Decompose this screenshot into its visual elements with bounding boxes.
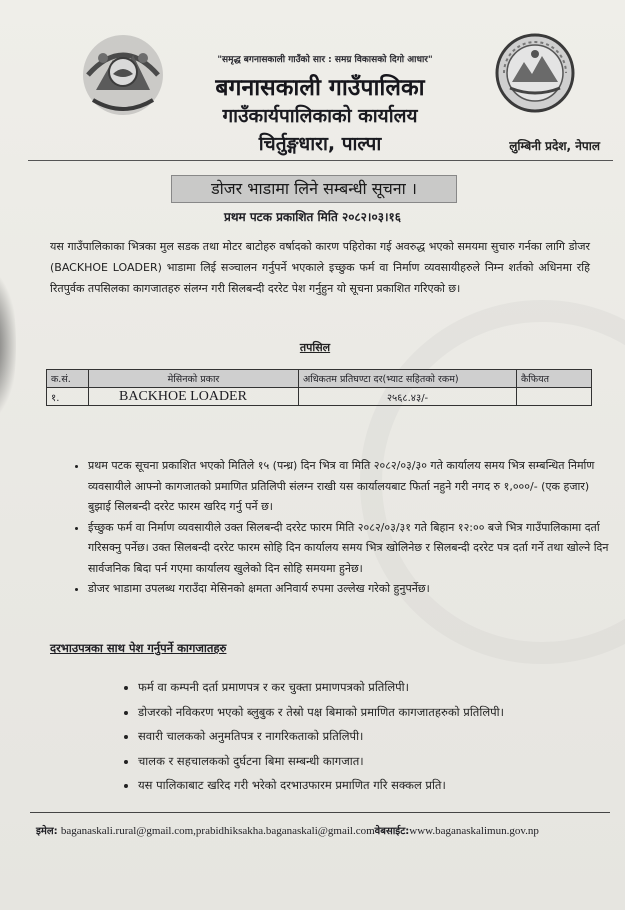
col-header-sn: क.सं. xyxy=(47,370,89,388)
list-item: • यस पालिकाबाट खरिद गरी भरेको दरभाउफारम प्रमाणित गरि सक्कल प्रति। xyxy=(138,773,608,798)
office-location: चिर्तुङ्गधारा, पाल्पा xyxy=(258,133,382,155)
list-item: • फर्म वा कम्पनी दर्ता प्रमाणपत्र र कर चुक्ता प्रमाणपत्रको प्रतिलिपी। xyxy=(138,675,608,700)
footer-contact xyxy=(36,823,596,837)
col-header-remarks: कैफियत xyxy=(517,370,592,388)
schedule-heading: तपसिल xyxy=(299,341,331,354)
website-link[interactable]: www.baganaskalimun.gov.np xyxy=(409,825,539,837)
conditions-list xyxy=(70,456,613,600)
list-item: • प्रथम पटक सूचना प्रकाशित भएको मितिले १५ (पन्ध्र) दिन भित्र वा मिति २०८२/०३/३० गते कार्यालय समय भित्र सम्बन्धित निर्माण व्यवसायीले आफ्नो कागजातको प्रमाणित प्रतिलिपी संलग्न राखी यस कार्यालयबाट फिर्ता नहुने गरी नगद रु १,०००/- (एक हजार) बुझाई सिलबन्दी दररेट फारम खरिद गर्नु पर्ने छ। xyxy=(88,456,613,518)
footer-rule xyxy=(30,812,610,813)
cell-machine: BACKHOE LOADER xyxy=(89,388,299,406)
col-header-machine: मेसिनको प्रकार xyxy=(89,370,299,388)
municipality-name: बगनासकाली गाउँपालिका xyxy=(215,75,425,101)
motto-text: "समृद्ध बगनासकाली गाउँको सार : समग्र विकासको दिगो आधार" xyxy=(217,55,433,65)
col-header-rate: अधिकतम प्रतिघण्टा दर(भ्याट सहितको रकम) xyxy=(299,370,517,388)
office-name: गाउँकार्यपालिकाको कार्यालय xyxy=(222,105,418,127)
scan-edge-shadow xyxy=(0,270,16,420)
website-label: वेबसाईट: xyxy=(374,826,410,837)
list-item: • सवारी चालकको अनुमतिपत्र र नागरिकताको प्रतिलिपी। xyxy=(138,724,608,749)
email-label: इमेल: xyxy=(36,826,58,837)
notice-body: यस गाउँपालिकाका भित्रका मुल सडक तथा मोटर बाटोहरु वर्षादको कारण पहिरोका गई अवरुद्ध भएको समयमा सुचारु गर्नका लागि डोजर (BACKHOE LOADER) भाडामा लिई सञ्चालन गर्नुपर्ने भएकाले इच्छुक फर्म वा निर्माण व्यवसायीहरुले निम्न शर्तको अधिनमा रहि रितपुर्वक तपसिलका कागजातहरु संलग्न गरी सिलबन्दी दररेट पेश गर्नुहुन यो सूचना प्रकाशित गरिएको छ। xyxy=(50,240,590,295)
province-name: लुम्बिनी प्रदेश, नेपाल xyxy=(509,139,600,153)
table-header-row xyxy=(47,370,592,388)
cell-remarks xyxy=(517,388,592,406)
cell-sn: १. xyxy=(47,388,89,406)
list-item: • डोजरको नविकरण भएको ब्लुबुक र तेस्रो पक्ष बिमाको प्रमाणित कागजातहरुको प्रतिलिपी। xyxy=(138,700,608,725)
list-item: • डोजर भाडामा उपलब्ध गराउँदा मेसिनको क्षमता अनिवार्य रुपमा उल्लेख गरेको हुनुपर्नेछ। xyxy=(88,579,613,600)
notice-title: डोजर भाडामा लिने सम्बन्धी सूचना । xyxy=(171,175,457,203)
cell-rate: २५६८.४३/- xyxy=(299,388,517,406)
municipality-seal-icon xyxy=(494,32,576,114)
publish-date: प्रथम पटक प्रकाशित मिति २०८२।०३।१६ xyxy=(224,210,401,224)
email-addresses[interactable]: baganaskali.rural@gmail.com,prabidhiksakha.baganaskali@gmail.com xyxy=(60,825,375,837)
rate-table xyxy=(46,369,592,406)
documents-heading: दरभाउपत्रका साथ पेश गर्नुपर्ने कागजातहरु xyxy=(50,641,227,655)
documents-list xyxy=(120,675,608,798)
header-rule xyxy=(28,160,613,161)
list-item: • ईच्छुक फर्म वा निर्माण व्यवसायीले उक्त सिलबन्दी दररेट फारम मिति २०८२/०३/३१ गते बिहान १२:०० बजे भित्र गाउँपालिकामा दर्ता गरिसक्नु पर्नेछ। उक्त सिलबन्दी दररेट फारम सोहि दिन कार्यालय समय भित्र खोलिनेछ र सिलबन्दी दररेट पत्र दर्ता गर्ने तथा खोल्ने दिन सार्वजनिक बिदा पर्न गएमा कार्यालय खुलेको दिन सोहि समयमा हुनेछ। xyxy=(88,518,613,580)
list-item: • चालक र सहचालकको दुर्घटना बिमा सम्बन्धी कागजात। xyxy=(138,749,608,774)
table-row xyxy=(47,388,592,406)
